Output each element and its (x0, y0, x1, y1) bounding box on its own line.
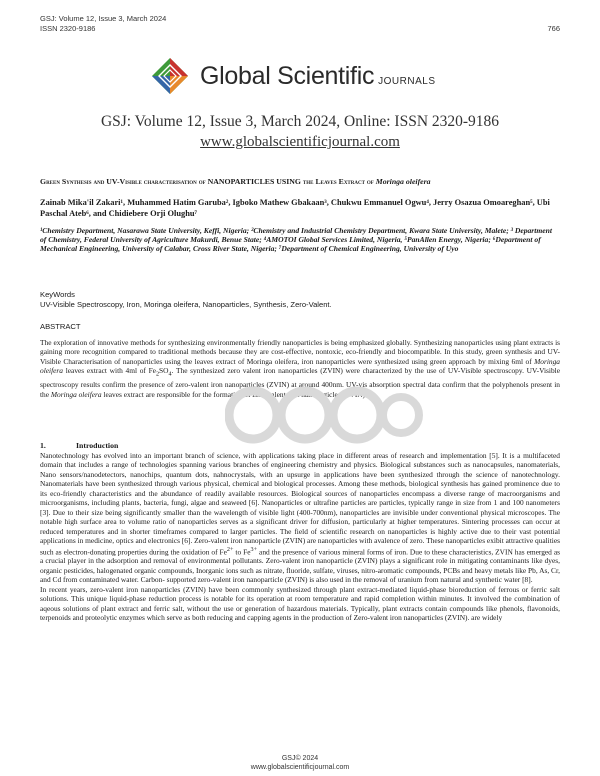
logo-name: Global Scientific (200, 62, 375, 90)
section-title: Introduction (76, 441, 119, 450)
footer-copyright: GSJ© 2024 (281, 755, 319, 762)
logo-suffix: JOURNALS (378, 76, 436, 87)
intro-p1-c: and the presence of various mineral forms of iron. Due to these characteristics, ZVIN has emerged as a crucial player in the adsorption and removal of environmental pollutants. Zero-valent iron nanoparticle (ZVIN) plays a significant role in mitigating contaminants like dyes, organic pesticides, halogenated organic compounds, Inorganic ions such as nitrate, fluoride, sulfate, viruses, nitro-aromatic compounds, PCBs and heavy metals like Pb, As, Cr, and Cd from contaminated water. Carbon- supported zero-valent iron nanoparticle (ZVIN) is also used in the removal of uranium from natural and synthetic water [8]. (40, 547, 560, 585)
intro-p1-b: to Fe (233, 547, 251, 556)
footer-url[interactable]: www.globalscientificjournal.com (250, 764, 350, 771)
introduction-heading (40, 441, 118, 450)
title-species: Moringa oleifera (375, 177, 431, 186)
intro-sup-1: 2+ (226, 546, 234, 553)
issn-line: ISSN 2320-9186 (40, 24, 96, 33)
paper-authors: Zainab Mika'il Zakari¹, Muhammed Hatim Garuba², Igboko Mathew Gbakaan³, Chukwu Emmanuel Ogwu⁴, Jerry Osazua Omoareghan⁵, Ubi Paschal Ateb⁶, and Chidiebere Orji Olughu⁷ (40, 198, 550, 218)
journal-url-link[interactable]: www.globalscientificjournal.com (200, 134, 400, 150)
running-header (40, 14, 166, 34)
page-footer (0, 754, 600, 772)
journal-logo-mark-icon (150, 56, 190, 96)
abstract-part-3: SO (159, 366, 169, 376)
intro-p1-a: Nanotechnology has evolved into an important branch of science, with applications taking place in different areas of research and implementation [5]. It is a multifaceted domain that includes a range of technologies spanning various branches of engineering chemistry and physics. Biological substances such as nanocapsules, nanomaterials, Nano sensors/nanodetectors, nanochips, quantum dots, nahnocrystals, with an upsurge in applications have been synthesized through the science of nanotechnology. Nanomaterials have been synthesized through various physical, chemical and biological processes. Among these methods, biological synthesis has gained prominence due to its eco-friendly characteristics and the abundance of readily available resources. Biological sources of nanoparticles encompass a diverse range of macroorganisms and microorganisms, including plants, bacteria, fungi, algae and seaweed [6]. Nanoparticles or ultrafine particles are particles, typically range in size from 1 and 100 nanometers [3]. Due to their size being significantly smaller than the wavelength of visible light (400-700nm), nanoparticles are invisible under conventional physical microscopes. The notable high surface area to volume ratio of nanoparticles serves as a significant driver for diffusion, particularly at higher temperatures. Sintering processes can occur at reduced temperatures and in shorter timeframes compared to larger particles. The field of scientific research on nanoparticles is highly active due to their vast potential applications in medicine, optics and electronics [6]. Zero-valent iron nanoparticle (ZVIN) are nanoparticles with avalence of zero. These nanoparticles exibit attractive qualities such as electron-donating properties during the oxidation of Fe (40, 451, 560, 556)
journal-logo-text (200, 62, 436, 91)
abstract-part-1: The exploration of innovative methods for synthesizing environmentally friendly nanoparticles is being emphasized globally. Synthesizing nanoparticles using plant extracts is gaining more recognition compared to traditional methods because they are cost-effective, nontoxic, eco-friendly and biocompatible. In this study, green synthesis and UV-Visible Characterisation of nanoparticles using the leaves extract of Moringa oleifera, iron nanoparticles were synthesized using green approach by mixing 6ml of (40, 338, 560, 366)
section-number: 1. (40, 441, 46, 450)
intro-paragraph-1 (40, 451, 560, 585)
abstract-text (40, 338, 560, 399)
introduction-body (40, 451, 560, 623)
issue-line: GSJ: Volume 12, Issue 3, March 2024 (40, 14, 167, 23)
intro-paragraph-2: In recent years, zero-valent iron nanoparticles (ZVIN) have been commonly synthesized through plant extract-mediated liquid-phase bioreduction of ferrous or ferric salt solutions. This unique liquid-phase reduction process is notable for its operation at room temperature and rapid completion within minutes. It involved the combination of aqeous solutions of plant extract and ferric salt, without the use or generation of hazardous materials. Typically, plant extracts contain compounds like phenols, flavonoids, terpenoids and proteolytic enzymes which serve as both reducing and capping agents in the production of Zero-valent iron nanoparticles (ZVIN). are widely (40, 584, 560, 623)
paper-title (40, 177, 560, 187)
abstract-sub-1: 2 (155, 371, 160, 378)
page-number: 766 (547, 24, 560, 33)
abstract-species-2: Moringa oleifera (50, 389, 102, 399)
abstract-heading: ABSTRACT (40, 322, 81, 331)
journal-logo (150, 56, 450, 100)
abstract-part-2: leaves extract with 4ml of Fe (63, 366, 156, 376)
intro-sup-2: 3+ (250, 546, 258, 553)
abstract-sub-2: 4 (168, 371, 172, 378)
paper-affiliations: ¹Chemistry Department, Nasarawa State University, Keffi, Nigeria; ²Chemistry and Industrial Chemistry Department, Kwara State University, Malete; ³ Department of Chemistry, Federal University of Agriculture Makurdi, Benue State; ⁴AMOTOI Global Services Limited, Nigeria, ⁵PanAllen Energy, Nigeria; ⁶Department of Mechanical Engineering, University of Calabar, Cross River State, Nigeria; ⁷Department of Chemical Engineering, University of Uyo (40, 226, 552, 254)
title-main: Green Synthesis and UV-Visible characterisation of NANOPARTICLES USING the Leaves Extract of (40, 177, 376, 186)
abstract-species: Moringa oleifera (40, 356, 560, 376)
keywords-heading: KeyWords (40, 290, 75, 299)
keywords-text: UV-Visible Spectroscopy, Iron, Moringa oleifera, Nanoparticles, Synthesis, Zero-Valent. (40, 300, 332, 309)
abstract-part-4: . The synthesized zero valent iron nanoparticles (ZVIN) were characterized by the use of UV-Visible spectroscopy. UV-Visible spectroscopy results confirm the presence of zero-valent iron nanoparticles (ZVIN) at around 400nm. UV-vis absorption spectral data confirm that the polyphenols present in the (40, 366, 560, 399)
abstract-part-5: leaves extract are responsible for the formation of zero-valent iron nanoparticles (ZVIN). (101, 389, 367, 399)
journal-info-line: GSJ: Volume 12, Issue 3, March 2024, Online: ISSN 2320-9186 (100, 113, 500, 130)
